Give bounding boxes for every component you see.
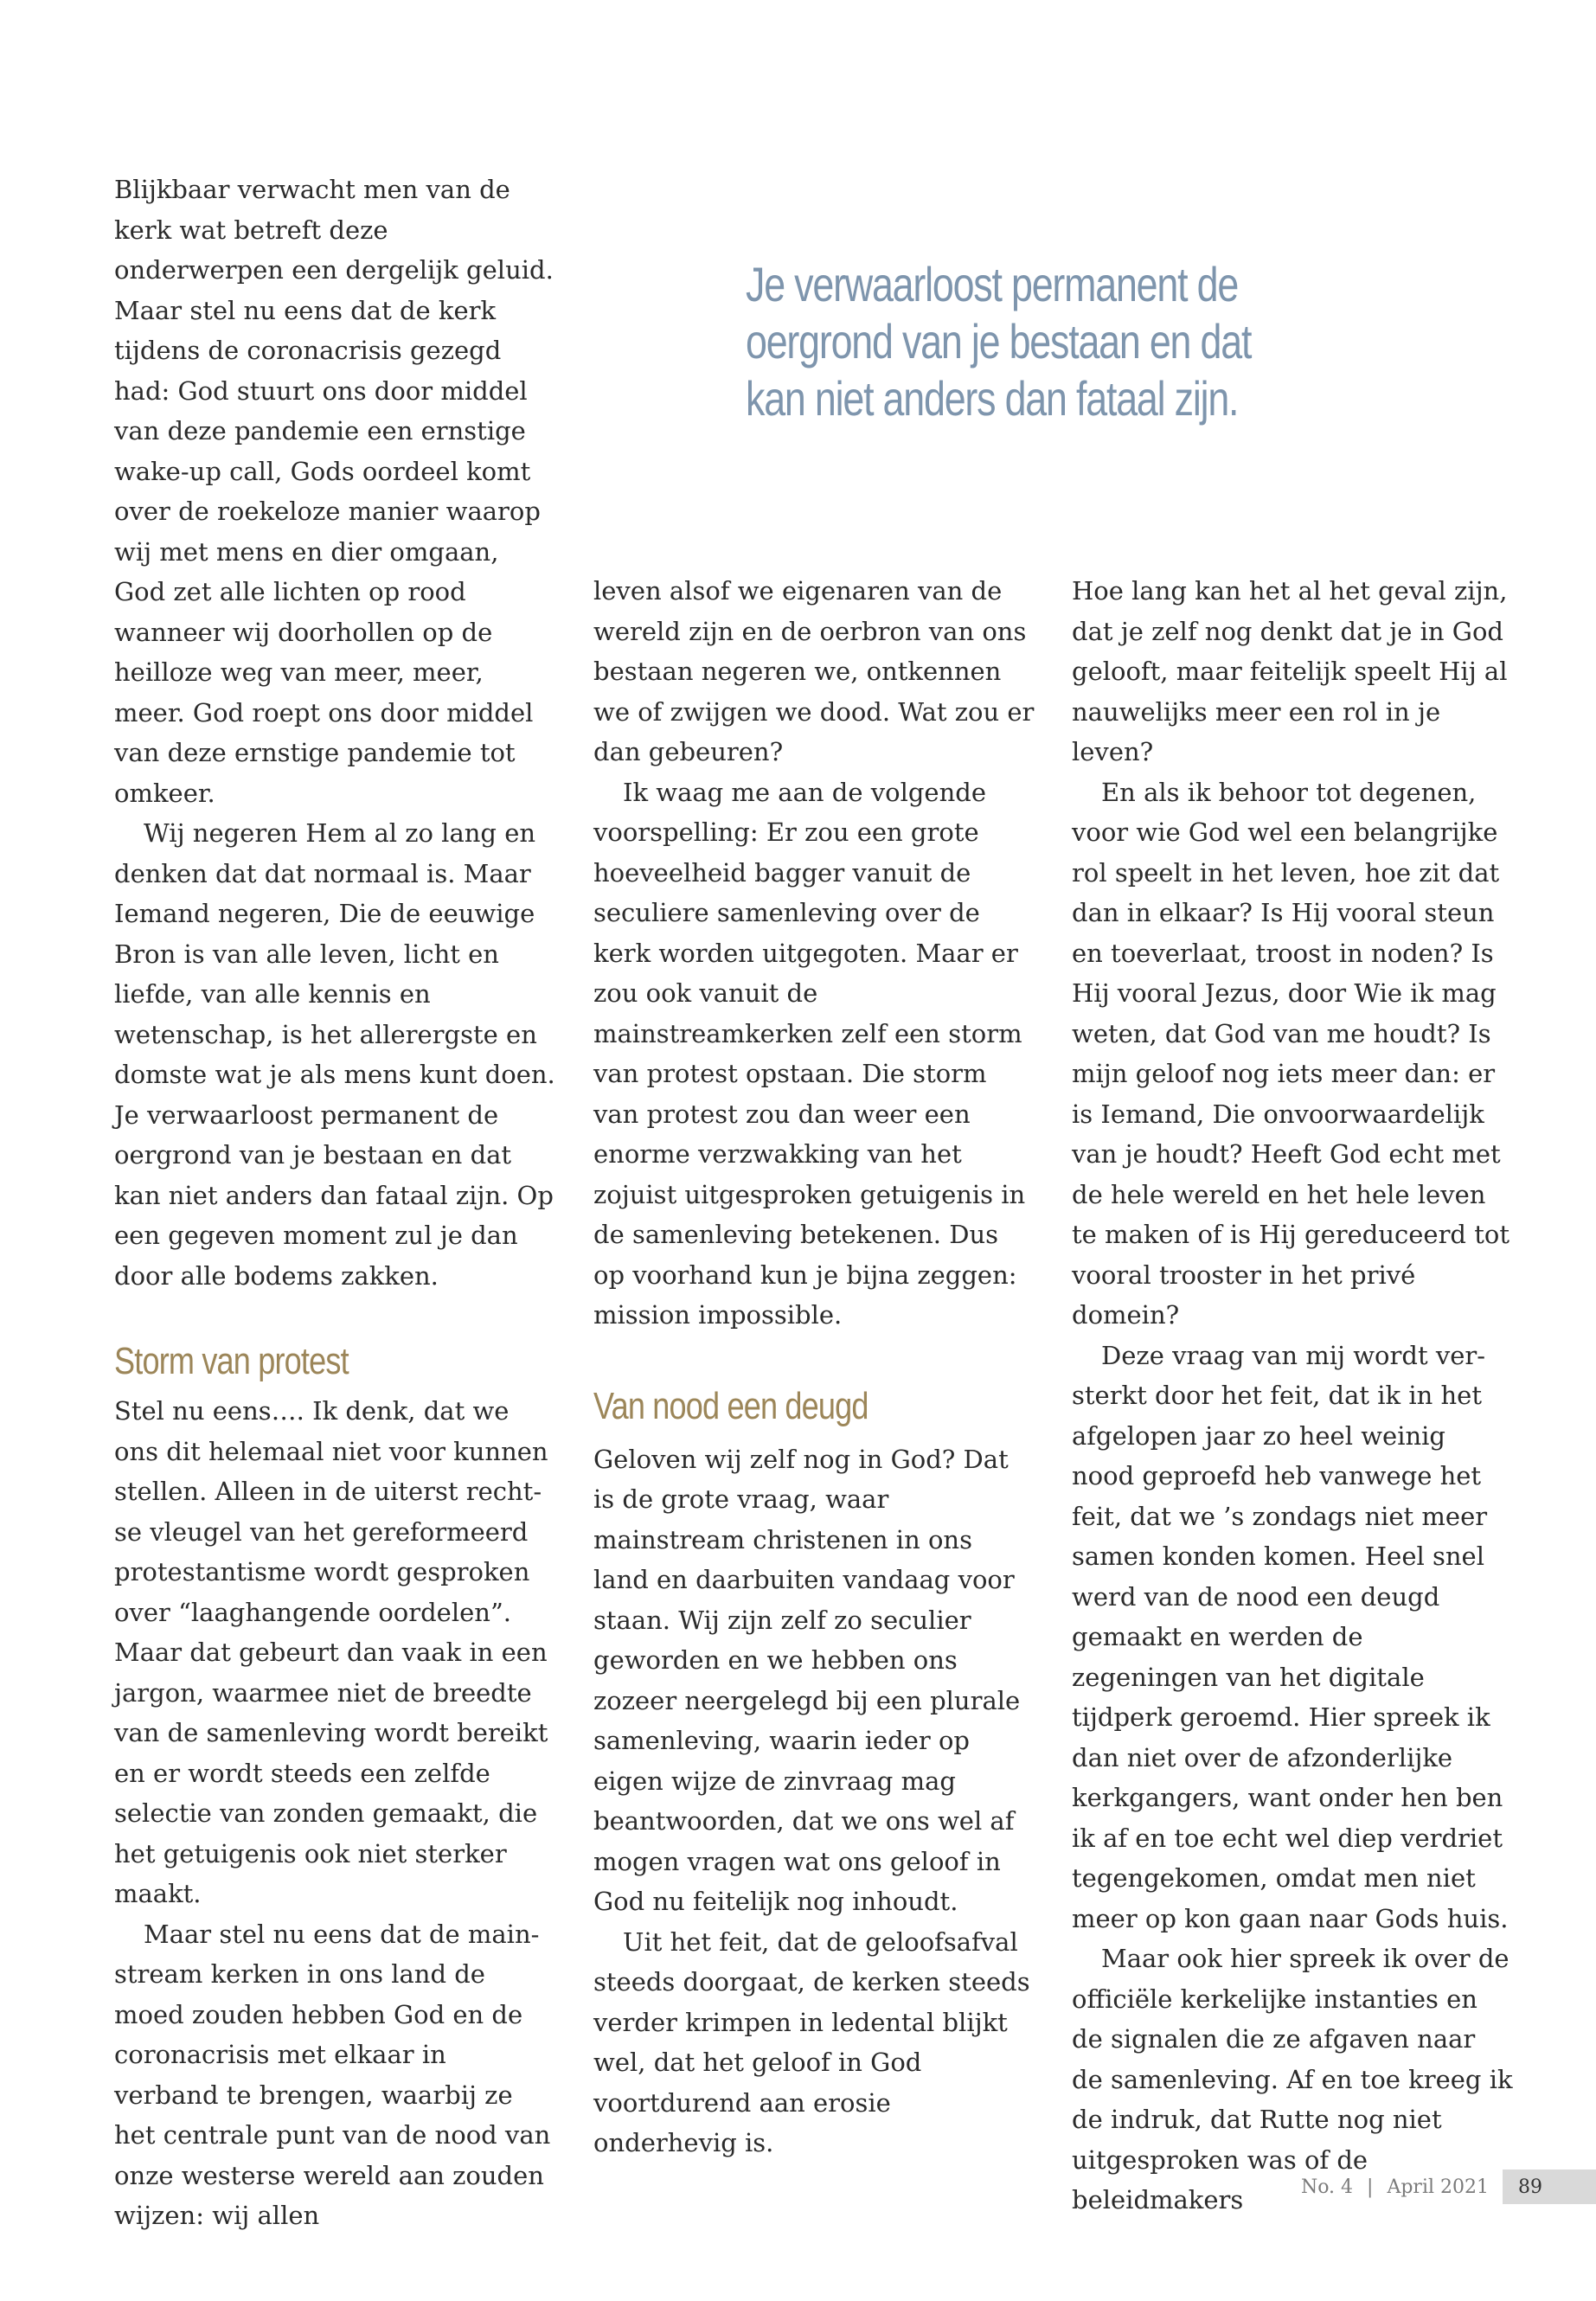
paragraph: Maar stel nu eens dat de mainstream kerken in ons land de moed zouden hebben God en de coronacrisis met elkaar in verband te brengen, waarbij ze het centrale punt van de nood van onze westerse wereld aan zouden wijzen: wij allen xyxy=(114,1919,551,2230)
paragraph: Ik waag me aan de volgende voorspelling: Er zou een grote hoeveelheid bagger vanuit de seculiere samenleving over de kerk worden uitgegoten. Maar er zou ook vanuit de mainstreamkerken zelf een storm van protest opstaan. Die storm van protest zou dan weer een enorme verzwakking van het zojuist uitgesproken getuigenis in de samenleving betekenen. Dus op voorhand kun je bijna zeggen: mission impossible. xyxy=(593,777,1026,1330)
paragraph: Stel nu eens…. Ik denk, dat we ons dit helemaal niet voor kunnen stellen. Alleen in de uiterst rechtse vleugel van het gereformeerd protestantisme wordt gesproken over “laaghangende oordelen”. Maar dat gebeurt dan vaak in een jargon, waarmee niet de breedte van de samenleving wordt bereikt en er wordt steeds een zelfde selectie van zonden gemaakt, die het getuigenis ook niet sterker maakt. xyxy=(114,1396,548,1908)
page-footer xyxy=(1301,2170,1596,2204)
paragraph: Maar ook hier spreek ik over de officiële kerkelijke instanties en de signalen die ze afgaven naar de samenleving. Af en toe kreeg ik de indruk, dat Rutte nog niet uitgesproken was of de beleidmakers xyxy=(1072,1944,1513,2214)
paragraph: En als ik behoor tot degenen, voor wie God wel een belangrijke rol speelt in het leven, hoe zit dat dan in elkaar? Is Hij vooral steun en toeverlaat, troost in noden? Is Hij vooral Jezus, door Wie ik mag weten, dat God van me houdt? Is mijn geloof nog iets meer dan: er is Iemand, Die onvoorwaardelijk van je houdt? Heeft God echt met de hele wereld en het hele leven te maken of is Hij gereduceerd tot vooral trooster in het privé domein? xyxy=(1072,777,1509,1330)
page-number: 89 xyxy=(1503,2170,1596,2204)
paragraph: Geloven wij zelf nog in God? Dat is de grote vraag, waar mainstream christenen in ons land en daarbuiten vandaag voor staan. Wij zijn zelf zo seculier geworden en we hebben ons zozeer neergelegd bij een plurale samenleving, waarin ieder op eigen wijze de zinvraag mag beantwoorden, dat we ons wel af mogen vragen wat ons geloof in God nu feitelijk nog inhoudt. xyxy=(593,1444,1021,1916)
issue-date: April 2021 xyxy=(1387,2176,1489,2198)
text-column-3 xyxy=(1072,571,1513,2221)
paragraph: Blijkbaar verwacht men van de kerk wat betreft deze onderwerpen een dergelijk geluid. Maar stel nu eens dat de kerk tijdens de coronacrisis gezegd had: God stuurt ons door middel van deze pandemie een ernstige wake-up call, Gods oordeel komt over de roekeloze manier waarop wij met mens en dier omgaan, God zet alle lichten op rood wanneer wij doorhollen op de heilloze weg van meer, meer, meer. God roept ons door middel van deze ernstige pandemie tot omkeer. xyxy=(114,175,554,808)
paragraph: Wij negeren Hem al zo lang en denken dat dat normaal is. Maar Iemand negeren, Die de eeuwige Bron is van alle leven, licht en liefde, van alle kennis en wetenschap, is het allerergste en domste wat je als mens kunt doen. Je verwaarloost permanent de oergrond van je bestaan en dat kan niet anders dan fataal zijn. Op een gegeven moment zul je dan door alle bodems zakken. xyxy=(114,818,555,1291)
paragraph: Uit het feit, dat de geloofsafval steeds doorgaat, de kerken steeds verder krimpen in ledental blijkt wel, dat het geloof in God voortdurend aan erosie onderhevig is. xyxy=(593,1926,1030,2157)
paragraph: leven alsof we eigenaren van de wereld zijn en de oerbron van ons bestaan negeren we, ontkennen we of zwijgen we dood. Wat zou er dan gebeuren? xyxy=(593,576,1035,766)
pull-quote-line: oergrond van je bestaan en dat xyxy=(746,314,1252,369)
footer-separator: | xyxy=(1367,2176,1374,2198)
text-column-1 xyxy=(114,170,555,2236)
pull-quote-line: Je verwaarloost permanent de xyxy=(746,257,1239,311)
paragraph: Deze vraag van mij wordt versterkt door het feit, dat ik in het afgelopen jaar zo heel weinig nood geproefd heb vanwege het feit, dat we ’s zondags niet meer samen konden komen. Heel snel werd van de nood een deugd gemaakt en werden de zegeningen van het digitale tijdperk geroemd. Hier spreek ik dan niet over de afzonderlijke kerkgangers, want onder hen ben ik af en toe echt wel diep verdriet tegengekomen, omdat men niet meer op kon gaan naar Gods huis. xyxy=(1072,1340,1509,1933)
section-heading: Storm van protest xyxy=(114,1340,349,1382)
pull-quote-line: kan niet anders dan fataal zijn. xyxy=(746,371,1239,426)
text-column-2 xyxy=(593,571,1035,2163)
paragraph: Hoe lang kan het al het geval zijn, dat je zelf nog denkt dat je in God gelooft, maar feitelijk speelt Hij al nauwelijks meer een rol in je leven? xyxy=(1072,576,1508,766)
section-heading: Van nood een deugd xyxy=(593,1384,869,1427)
issue-number: No. 4 xyxy=(1300,2176,1354,2198)
pull-quote xyxy=(746,256,1252,427)
